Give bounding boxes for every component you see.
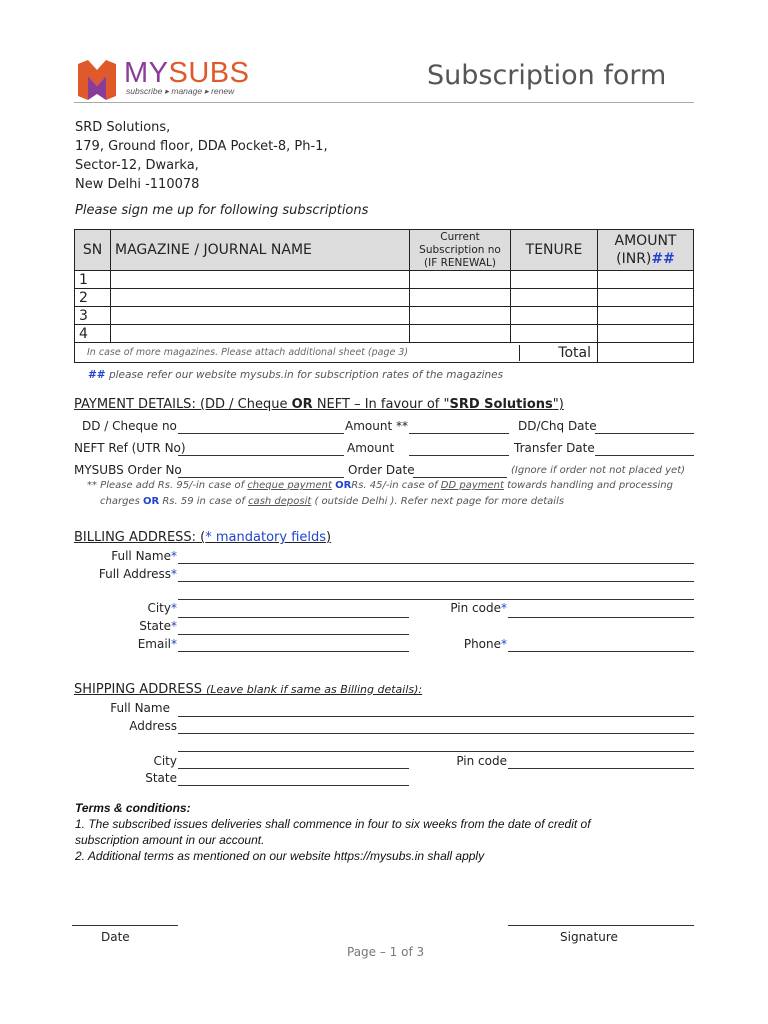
signature-label: Signature [560, 930, 618, 944]
dd-chq-date-label: DD/Chq Date [518, 419, 597, 433]
logo [76, 57, 250, 98]
amount-field[interactable] [409, 455, 509, 456]
table-footer-cell [75, 343, 598, 363]
amount-cell[interactable] [598, 325, 694, 343]
address-line: Sector-12, Dwarka, [75, 158, 199, 173]
billing-city-field[interactable] [178, 617, 409, 618]
order-date-field[interactable] [413, 477, 507, 478]
current-subscription-cell[interactable] [410, 271, 511, 289]
magazine-name-cell[interactable] [111, 289, 410, 307]
charges-text: charges [100, 496, 143, 507]
amount-cell[interactable] [598, 271, 694, 289]
header-amount-line [602, 250, 689, 268]
mandatory-fields-note: * mandatory fields [205, 530, 327, 545]
charges-text: Rs. 59 in case of [159, 496, 249, 507]
header-tenure: TENURE [511, 230, 598, 271]
terms-line: subscription amount in our account. [75, 833, 265, 847]
address-line: New Delhi -110078 [75, 177, 200, 192]
header-divider [74, 102, 694, 103]
billing-full-address-field[interactable] [178, 581, 694, 582]
charges-or: OR [142, 496, 160, 507]
terms-line: 2. Additional terms as mentioned on our website https://mysubs.in shall apply [75, 849, 485, 863]
amount-star-label: Amount ** [345, 419, 408, 433]
shipping-state-field[interactable] [178, 785, 409, 786]
payee-name: SRD Solutions [449, 397, 553, 412]
tenure-cell[interactable] [511, 271, 598, 289]
row-sn: 4 [75, 325, 111, 343]
charges-text: Rs. 45/-in case of [351, 480, 441, 491]
charges-text: ( outside Delhi ). Refer next page for more details [311, 496, 565, 507]
billing-address-line-2-field[interactable] [178, 599, 694, 600]
billing-full-address-label [80, 567, 177, 581]
amount-cell[interactable] [598, 307, 694, 325]
required-star: * [171, 549, 177, 563]
billing-email-label [80, 637, 177, 651]
required-star: * [501, 601, 507, 615]
billing-phone-label [420, 637, 507, 651]
dd-cheque-no-field[interactable] [178, 433, 344, 434]
charges-or: OR [335, 480, 352, 491]
billing-full-name-field[interactable] [178, 563, 694, 564]
address-line: SRD Solutions, [75, 120, 171, 135]
label-text: State [139, 619, 171, 633]
shipping-address-label: Address [129, 719, 177, 733]
shipping-pin-code-label: Pin code [456, 754, 507, 768]
dd-cheque-no-label: DD / Cheque no [82, 419, 177, 433]
label-text: Email [137, 637, 171, 651]
shipping-city-label: City [153, 754, 177, 768]
header-amount-line: AMOUNT [614, 233, 677, 249]
shipping-city-field[interactable] [178, 768, 409, 769]
logo-word-subs: SUBS [168, 57, 250, 89]
header-sn: SN [75, 230, 111, 271]
address-line: 179, Ground floor, DDA Pocket-8, Ph-1, [75, 139, 328, 154]
billing-heading-text: BILLING ADDRESS: ( [74, 530, 206, 545]
billing-pin-code-field[interactable] [508, 617, 694, 618]
charges-dd: DD payment [440, 480, 504, 491]
transfer-date-field[interactable] [595, 455, 694, 456]
billing-phone-field[interactable] [508, 651, 694, 652]
table-row [75, 289, 694, 307]
shipping-heading-note: (Leave blank if same as Billing details): [206, 683, 423, 696]
table-footer-row [75, 343, 694, 363]
required-star: * [501, 637, 507, 651]
billing-pin-code-label [420, 601, 507, 615]
billing-city-label [80, 601, 177, 615]
billing-full-name-label [80, 549, 177, 563]
shipping-pin-code-field[interactable] [508, 768, 694, 769]
signature-field[interactable] [508, 925, 694, 926]
amount-cell[interactable] [598, 289, 694, 307]
row-sn: 3 [75, 307, 111, 325]
total-amount-cell[interactable] [598, 343, 694, 363]
label-text: Pin code [450, 601, 501, 615]
dd-chq-date-field[interactable] [595, 433, 694, 434]
shipping-address-line-2-field[interactable] [178, 751, 694, 752]
page-number: Page – 1 of 3 [347, 945, 425, 959]
header-current-line: Current [440, 230, 480, 243]
terms-heading: Terms & conditions: [75, 801, 191, 815]
date-label: Date [101, 930, 130, 944]
charges-note-line-1 [87, 480, 673, 491]
order-no-label: MYSUBS Order No [74, 463, 182, 477]
required-star: * [171, 619, 177, 633]
required-star: * [171, 601, 177, 615]
order-no-field[interactable] [178, 477, 344, 478]
required-star: * [171, 567, 177, 581]
amount-star-field[interactable] [409, 433, 509, 434]
current-subscription-cell[interactable] [410, 325, 511, 343]
label-text: Phone [463, 637, 501, 651]
required-star: * [171, 637, 177, 651]
current-subscription-cell[interactable] [410, 307, 511, 325]
amount-label: Amount [347, 441, 395, 455]
header-amount-inr: (INR) [616, 251, 652, 267]
transfer-date-label: Transfer Date [514, 441, 595, 455]
total-label: Total [519, 345, 597, 361]
more-magazines-note: In case of more magazines. Please attach additional sheet (page 3) [87, 347, 409, 358]
billing-heading-text: ) [326, 530, 332, 545]
billing-email-field[interactable] [178, 651, 409, 652]
label-text: City [147, 601, 171, 615]
magazine-name-cell[interactable] [111, 325, 410, 343]
logo-tagline: subscribe ▸ manage ▸ renew [126, 86, 235, 96]
header-amount [598, 230, 694, 271]
logo-wordmark [124, 58, 249, 88]
payment-heading-text: PAYMENT DETAILS: (DD / Cheque [74, 397, 292, 412]
header-current-line: (IF RENEWAL) [424, 256, 496, 269]
billing-state-field[interactable] [178, 634, 409, 635]
payment-heading-or: OR [291, 397, 313, 412]
row-sn: 2 [75, 289, 111, 307]
shipping-address-field[interactable] [178, 733, 694, 734]
subscription-rows [75, 271, 694, 363]
intro-text: Please sign me up for following subscriptions [75, 203, 369, 218]
charges-note-line-2 [100, 496, 564, 507]
current-subscription-cell[interactable] [410, 289, 511, 307]
shipping-state-label: State [145, 771, 177, 785]
magazine-name-cell[interactable] [111, 271, 410, 289]
tenure-cell[interactable] [511, 289, 598, 307]
table-row [75, 271, 694, 289]
logo-mark-icon [76, 60, 118, 100]
magazine-name-cell[interactable] [111, 307, 410, 325]
payment-heading-text: NEFT – In favour of " [312, 397, 450, 412]
page-title: Subscription form [427, 60, 667, 91]
billing-heading [74, 530, 331, 545]
terms-line: 1. The subscribed issues deliveries shall commence in four to six weeks from the date of credit of [75, 817, 591, 831]
hash-mark: ## [651, 251, 675, 267]
row-sn: 1 [75, 271, 111, 289]
shipping-heading-text: SHIPPING ADDRESS [74, 682, 202, 697]
billing-state-label [80, 619, 177, 633]
table-row [75, 325, 694, 343]
date-field[interactable] [72, 925, 178, 926]
header-current-line: Subscription no [419, 243, 501, 256]
charges-cash: cash deposit [248, 496, 312, 507]
shipping-heading [74, 682, 422, 697]
logo-word-my: MY [124, 57, 169, 89]
header-magazine: MAGAZINE / JOURNAL NAME [111, 230, 410, 271]
order-note: (Ignore if order not not placed yet) [511, 465, 686, 476]
neft-ref-field[interactable] [178, 455, 344, 456]
subscription-table [74, 229, 694, 363]
payment-heading [74, 397, 564, 412]
label-text: Full Name [111, 549, 171, 563]
hash-mark: ## [88, 369, 106, 381]
shipping-full-name-field[interactable] [178, 716, 694, 717]
charges-text: towards handling and processing [503, 480, 673, 491]
rate-note-text: please refer our website mysubs.in for subscription rates of the magazines [105, 369, 504, 381]
vendor-address [75, 118, 328, 194]
payment-heading-text: ") [552, 397, 564, 412]
header-current [410, 230, 511, 271]
charges-text: ** Please add Rs. 95/-in case of [87, 480, 248, 491]
label-text: Full Address [98, 567, 171, 581]
neft-ref-label: NEFT Ref (UTR No) [74, 441, 186, 455]
rate-note [88, 369, 503, 381]
table-row [75, 307, 694, 325]
tenure-cell[interactable] [511, 325, 598, 343]
order-date-label: Order Date [348, 463, 415, 477]
shipping-full-name-label: Full Name [110, 701, 170, 715]
tenure-cell[interactable] [511, 307, 598, 325]
charges-cheque: cheque payment [247, 480, 332, 491]
